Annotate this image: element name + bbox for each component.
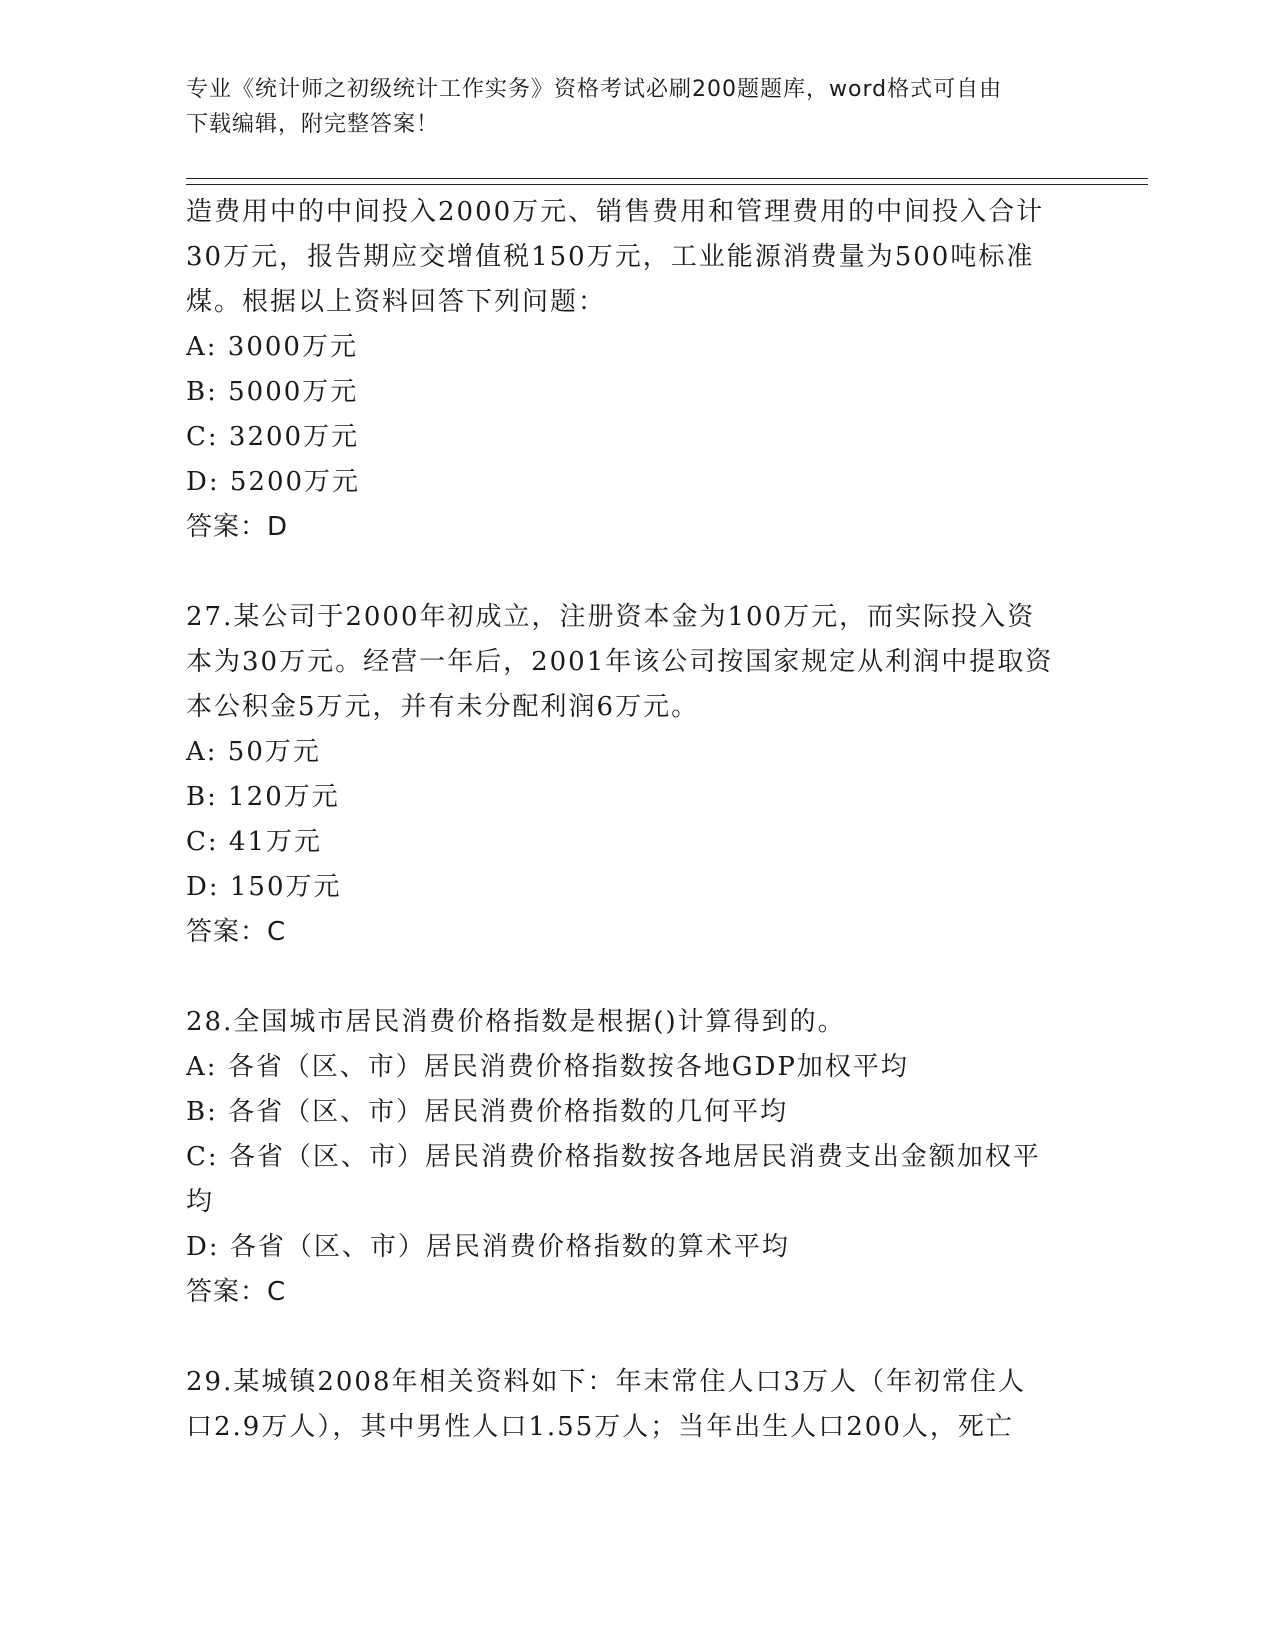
option-a: A: 3000万元 [186,332,358,362]
option-a: A: 各省（区、市）居民消费价格指数按各地GDP加权平均 [186,1052,909,1082]
question-text-line: 28.全国城市居民消费价格指数是根据()计算得到的。 [186,1007,846,1037]
document-header [186,72,1066,142]
question-text-line: 造费用中的中间投入2000万元、销售费用和管理费用的中间投入合计 [186,197,1045,227]
option-b: B: 120万元 [186,782,340,812]
answer: 答案：D [186,512,289,542]
question-text-line: 本为30万元。经营一年后，2001年该公司按国家规定从利润中提取资 [186,647,1054,677]
header-rule-top [186,178,1148,179]
answer: 答案：C [186,1277,287,1307]
question-text-line: 口2.9万人），其中男性人口1.55万人；当年出生人口200人，死亡 [186,1412,1014,1442]
question-26 [186,190,1086,550]
question-text-line: 本公积金5万元，并有未分配利润6万元。 [186,692,700,722]
question-text-line: 27.某公司于2000年初成立，注册资本金为100万元，而实际投入资 [186,602,1036,632]
option-d: D: 各省（区、市）居民消费价格指数的算术平均 [186,1232,790,1262]
option-d: D: 150万元 [186,872,342,902]
question-27 [186,595,1086,955]
option-c-continued: 均 [186,1187,215,1217]
header-rule-bottom [186,184,1148,185]
question-29 [186,1360,1086,1450]
header-line-2: 下载编辑，附完整答案！ [186,112,440,137]
document-body [186,190,1086,1450]
option-c: C: 3200万元 [186,422,360,452]
option-b: B: 各省（区、市）居民消费价格指数的几何平均 [186,1097,789,1127]
option-d: D: 5200万元 [186,467,361,497]
spacer [186,1315,1086,1360]
question-text-line: 30万元，报告期应交增值税150万元，工业能源消费量为500吨标准 [186,242,1035,272]
option-b: B: 5000万元 [186,377,359,407]
question-text-line: 煤。根据以上资料回答下列问题： [186,287,607,317]
spacer [186,550,1086,595]
answer: 答案：C [186,917,287,947]
header-line-1: 专业《统计师之初级统计工作实务》资格考试必刷200题题库，word格式可自由 [186,77,1003,102]
question-28 [186,1000,1086,1315]
option-c: C: 41万元 [186,827,323,857]
option-a: A: 50万元 [186,737,321,767]
spacer [186,955,1086,1000]
option-c: C: 各省（区、市）居民消费价格指数按各地居民消费支出金额加权平 [186,1142,1041,1172]
question-text-line: 29.某城镇2008年相关资料如下：年末常住人口3万人（年初常住人 [186,1367,1027,1397]
